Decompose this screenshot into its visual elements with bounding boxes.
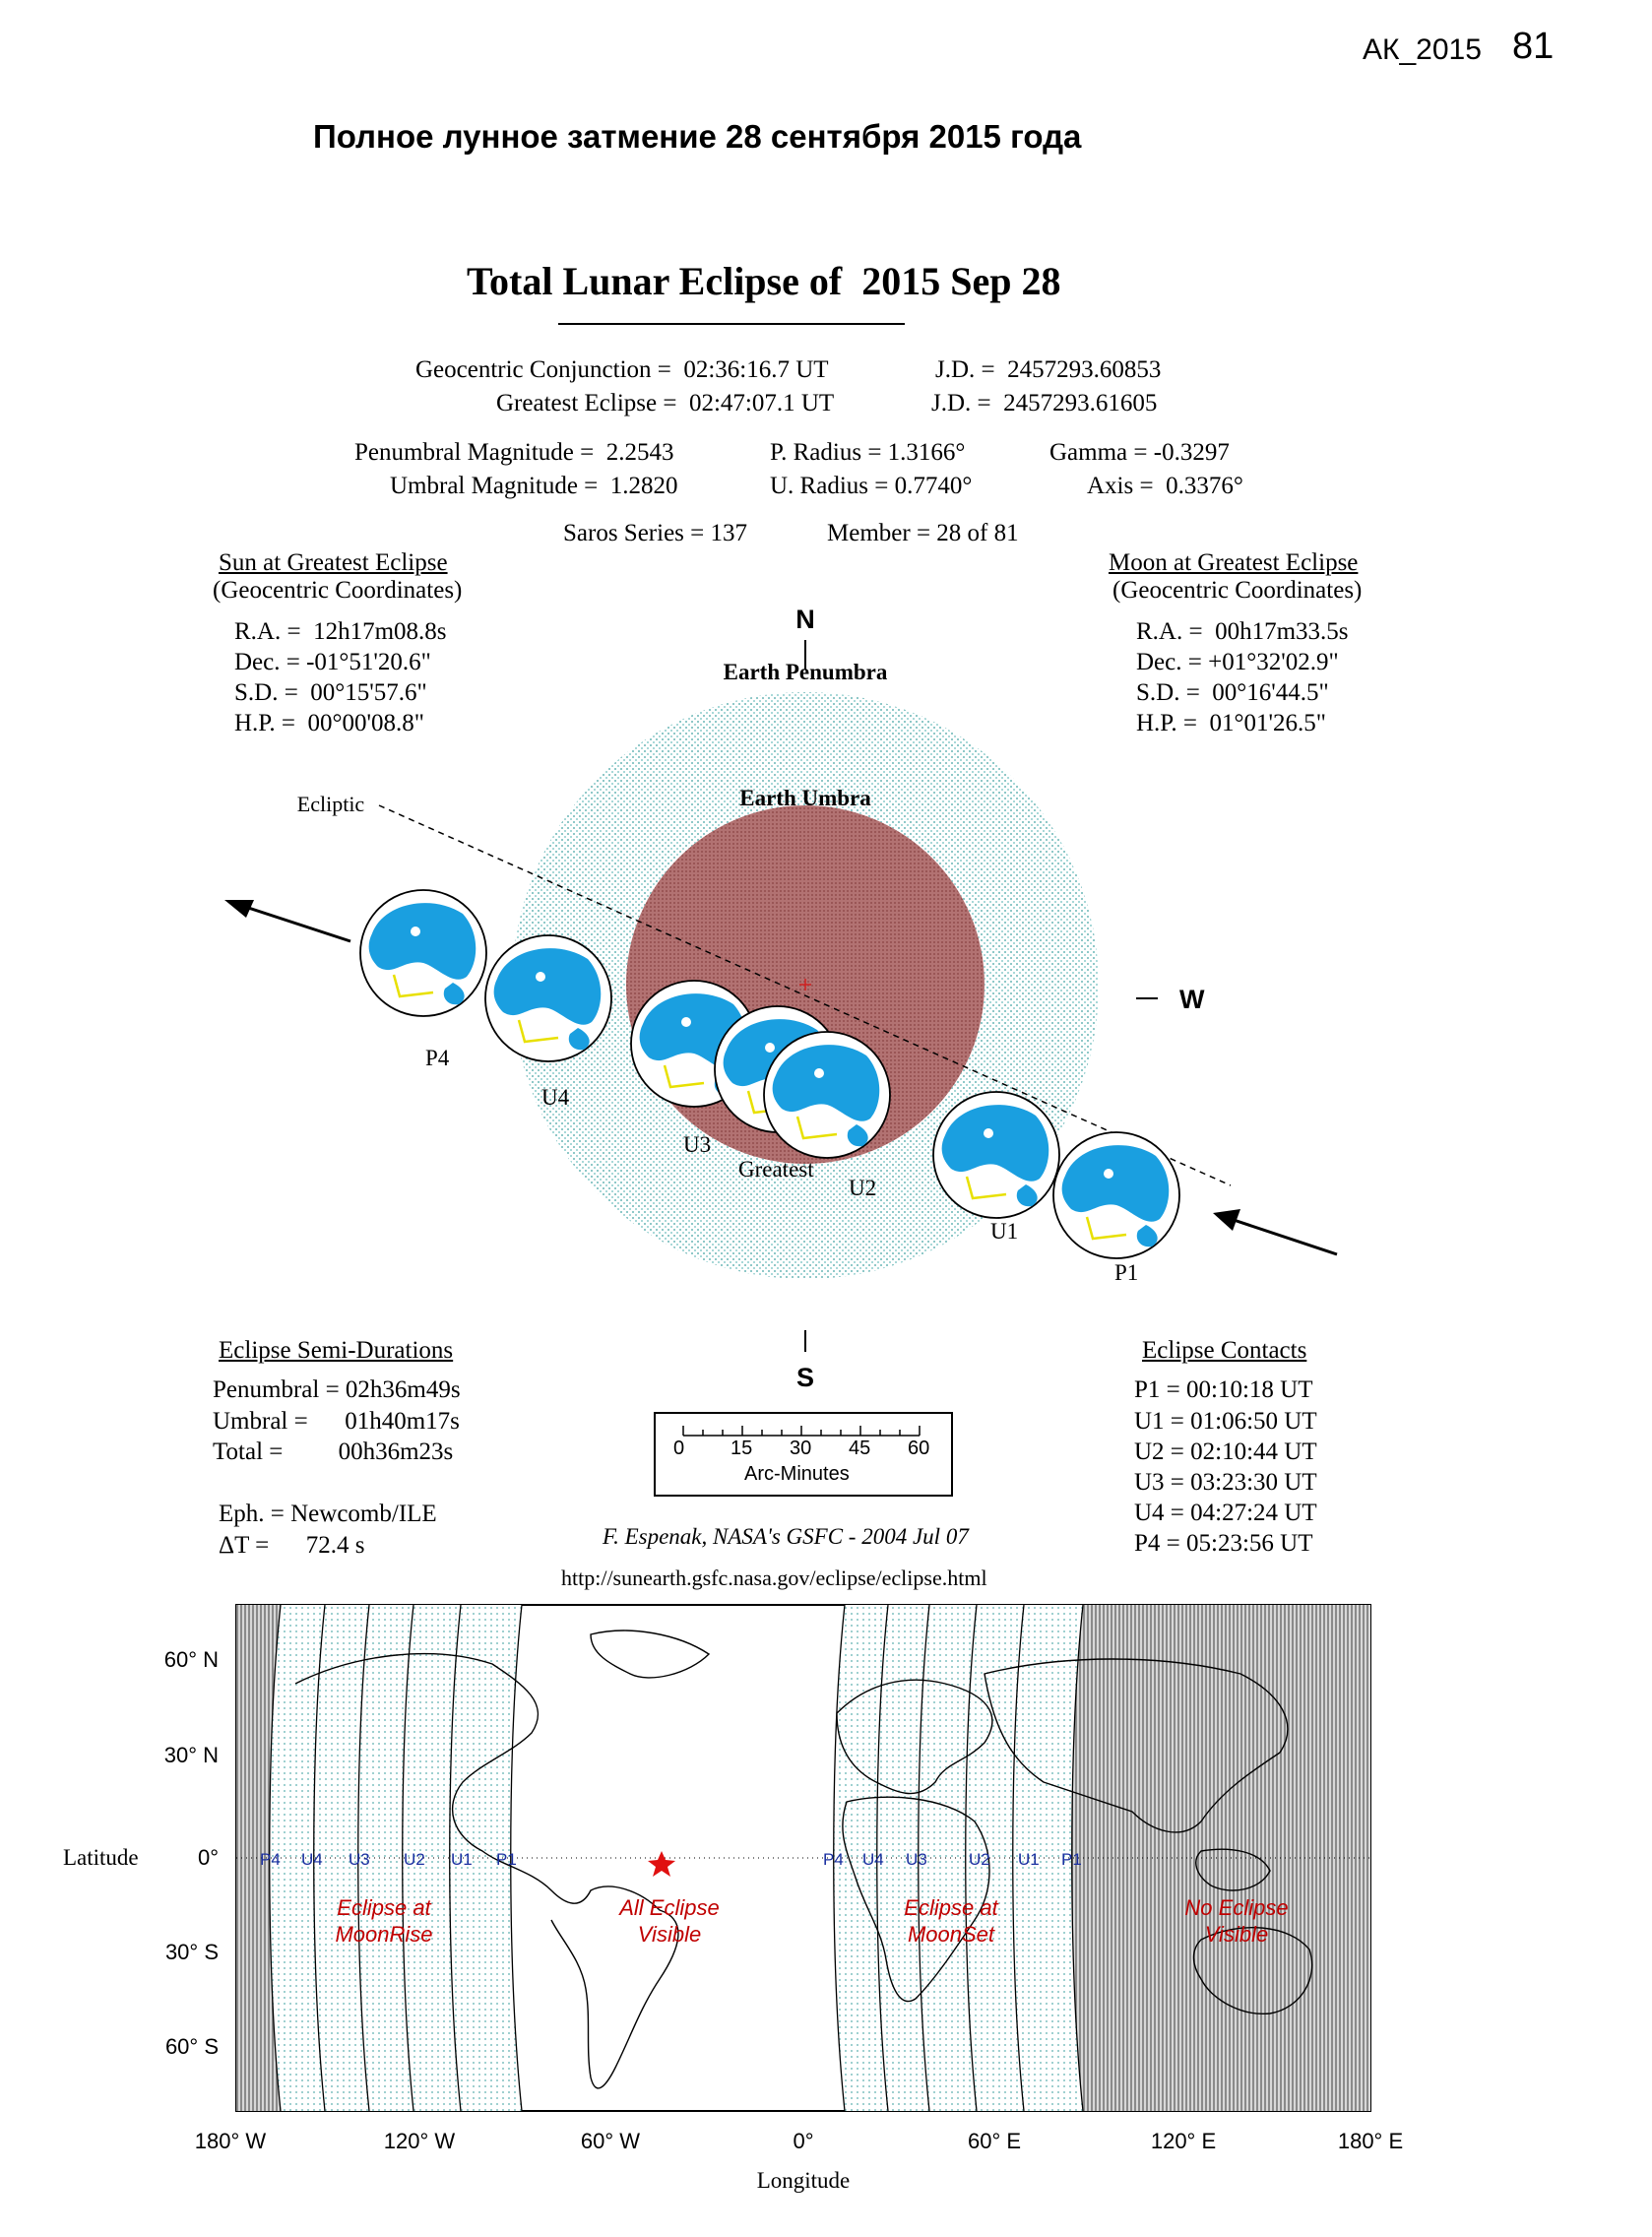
sun-dec: Dec. = -01°51'20.6" <box>234 649 431 675</box>
contact-label-greatest: Greatest <box>738 1157 814 1182</box>
map-contact-west-p4: P4 <box>260 1850 281 1869</box>
sun-heading: Sun at Greatest Eclipse <box>219 549 448 576</box>
map-contact-east-u4: U4 <box>862 1850 884 1869</box>
lon-tick-0: 0° <box>793 2129 814 2153</box>
saros-member: Member = 28 of 81 <box>827 520 1019 546</box>
lon-tick-180e: 180° E <box>1337 2129 1404 2153</box>
lon-tick-120e: 120° E <box>1150 2129 1217 2153</box>
scale-unit: Arc-Minutes <box>744 1463 850 1485</box>
exit-arrow-shaft <box>236 904 350 941</box>
region-none-line2: Visible <box>1204 1922 1269 1947</box>
lat-tick-30n: 30° N <box>163 1743 219 1767</box>
contact-label-p1: P1 <box>1114 1260 1139 1285</box>
sun-subheading: (Geocentric Coordinates) <box>213 577 463 604</box>
region-moonrise-line2: MoonRise <box>335 1922 433 1947</box>
moon-disk-greatest-b <box>764 1032 890 1158</box>
moon-hp: H.P. = 01°01'26.5" <box>1136 710 1326 736</box>
lat-tick-60n: 60° N <box>163 1647 219 1672</box>
region-none-line1: No Eclipse <box>1184 1895 1289 1920</box>
durations-heading: Eclipse Semi-Durations <box>219 1337 454 1364</box>
page-number: 81 <box>1512 26 1555 67</box>
exit-arrow-head <box>224 900 254 918</box>
visibility-map <box>0 1595 1652 2196</box>
region-moonrise-line1: Eclipse at <box>337 1895 431 1920</box>
contact-p1: P1 = 00:10:18 UT <box>1134 1376 1313 1403</box>
russian-title: Полное лунное затмение 28 сентября 2015 года <box>313 118 1082 155</box>
lat-tick-60s: 60° S <box>164 2034 219 2059</box>
saros-series: Saros Series = 137 <box>563 520 747 546</box>
map-contact-east-u2: U2 <box>969 1850 990 1869</box>
geo-conjunction-jd: J.D. = 2457293.60853 <box>935 356 1162 383</box>
umbra-label: Earth Umbra <box>739 786 871 810</box>
penumbra-label: Earth Penumbra <box>723 660 888 684</box>
scale-tick-60: 60 <box>908 1438 930 1459</box>
map-contact-west-p1: P1 <box>496 1850 517 1869</box>
gamma: Gamma = -0.3297 <box>1049 439 1230 466</box>
duration-total: Total = 00h36m23s <box>213 1438 454 1465</box>
region-moonset-line2: MoonSet <box>907 1922 995 1947</box>
title-underline <box>558 323 905 325</box>
lon-tick-120w: 120° W <box>383 2129 456 2153</box>
contact-u2: U2 = 02:10:44 UT <box>1134 1438 1317 1465</box>
lon-tick-60e: 60° E <box>967 2129 1022 2153</box>
map-contact-west-u1: U1 <box>451 1850 473 1869</box>
credit-author: F. Espenak, NASA's GSFC - 2004 Jul 07 <box>603 1524 969 1549</box>
contacts-heading: Eclipse Contacts <box>1142 1337 1307 1364</box>
duration-umbral: Umbral = 01h40m17s <box>213 1408 460 1435</box>
west-label: W <box>1179 985 1205 1014</box>
duration-penumbral: Penumbral = 02h36m49s <box>213 1376 461 1403</box>
lat-tick-0: 0° <box>197 1845 219 1870</box>
map-contact-west-u3: U3 <box>349 1850 370 1869</box>
credit-url: http://sunearth.gsfc.nasa.gov/eclipse/eclipse.html <box>561 1566 987 1590</box>
contact-label-u2: U2 <box>849 1176 877 1200</box>
lon-tick-60w: 60° W <box>580 2129 641 2153</box>
moon-heading: Moon at Greatest Eclipse <box>1109 549 1359 576</box>
lat-tick-30s: 30° S <box>164 1940 219 1964</box>
contact-label-p4: P4 <box>425 1046 450 1070</box>
south-label: S <box>795 1363 815 1392</box>
contact-label-u4: U4 <box>541 1085 570 1110</box>
map-contact-east-u3: U3 <box>906 1850 927 1869</box>
entry-arrow-shaft <box>1225 1217 1337 1254</box>
sun-ra: R.A. = 12h17m08.8s <box>234 618 447 645</box>
u-radius: U. Radius = 0.7740° <box>770 473 973 499</box>
moon-ra: R.A. = 00h17m33.5s <box>1136 618 1349 645</box>
contact-label-u1: U1 <box>990 1219 1019 1244</box>
contact-u1: U1 = 01:06:50 UT <box>1134 1408 1317 1435</box>
map-contact-west-u2: U2 <box>404 1850 425 1869</box>
sun-hp: H.P. = 00°00'08.8" <box>234 710 424 736</box>
map-contact-west-u4: U4 <box>301 1850 323 1869</box>
moon-disk-u1 <box>933 1092 1059 1218</box>
p-radius: P. Radius = 1.3166° <box>770 439 966 466</box>
scale-tick-15: 15 <box>731 1438 753 1459</box>
contact-p4: P4 = 05:23:56 UT <box>1134 1530 1313 1557</box>
longitude-title: Longitude <box>756 2168 851 2193</box>
ephemeris: Eph. = Newcomb/ILE <box>219 1501 437 1527</box>
scale-tick-45: 45 <box>849 1438 871 1459</box>
moon-sd: S.D. = 00°16'44.5" <box>1136 679 1329 706</box>
moon-subheading: (Geocentric Coordinates) <box>1112 577 1363 604</box>
scale-tick-0: 0 <box>673 1438 685 1459</box>
eclipse-title: Total Lunar Eclipse of 2015 Sep 28 <box>467 259 1061 303</box>
penumbral-magnitude: Penumbral Magnitude = 2.2543 <box>354 439 674 466</box>
delta-t: ΔT = 72.4 s <box>219 1532 365 1559</box>
doc-code: АК_2015 <box>1363 33 1482 66</box>
moon-dec: Dec. = +01°32'02.9" <box>1136 649 1339 675</box>
north-label: N <box>795 605 815 634</box>
moon-disk-p4 <box>360 890 486 1016</box>
region-all-line1: All Eclipse <box>619 1895 720 1920</box>
arc-minutes-scale <box>654 1412 953 1497</box>
contact-label-u3: U3 <box>683 1132 712 1157</box>
entry-arrow-head <box>1213 1209 1240 1231</box>
geo-conjunction: Geocentric Conjunction = 02:36:16.7 UT <box>415 356 829 383</box>
moon-disk-u4 <box>485 935 611 1061</box>
contact-u3: U3 = 03:23:30 UT <box>1134 1469 1317 1496</box>
umbral-magnitude: Umbral Magnitude = 1.2820 <box>390 473 678 499</box>
region-moonset-line1: Eclipse at <box>904 1895 998 1920</box>
greatest-eclipse: Greatest Eclipse = 02:47:07.1 UT <box>496 390 835 416</box>
map-contact-east-u1: U1 <box>1018 1850 1040 1869</box>
map-contact-east-p1: P1 <box>1061 1850 1082 1869</box>
lon-tick-180w: 180° W <box>194 2129 267 2153</box>
sun-sd: S.D. = 00°15'57.6" <box>234 679 427 706</box>
map-contact-east-p4: P4 <box>823 1850 844 1869</box>
ecliptic-label: Ecliptic <box>296 792 365 816</box>
contact-u4: U4 = 04:27:24 UT <box>1134 1500 1317 1526</box>
axis: Axis = 0.3376° <box>1087 473 1243 499</box>
greatest-eclipse-jd: J.D. = 2457293.61605 <box>931 390 1158 416</box>
scale-tick-30: 30 <box>790 1438 812 1459</box>
region-all-line2: Visible <box>637 1922 702 1947</box>
moon-disk-p1 <box>1053 1132 1179 1258</box>
eclipse-diagram <box>0 591 1652 1398</box>
latitude-title: Latitude <box>63 1845 139 1870</box>
